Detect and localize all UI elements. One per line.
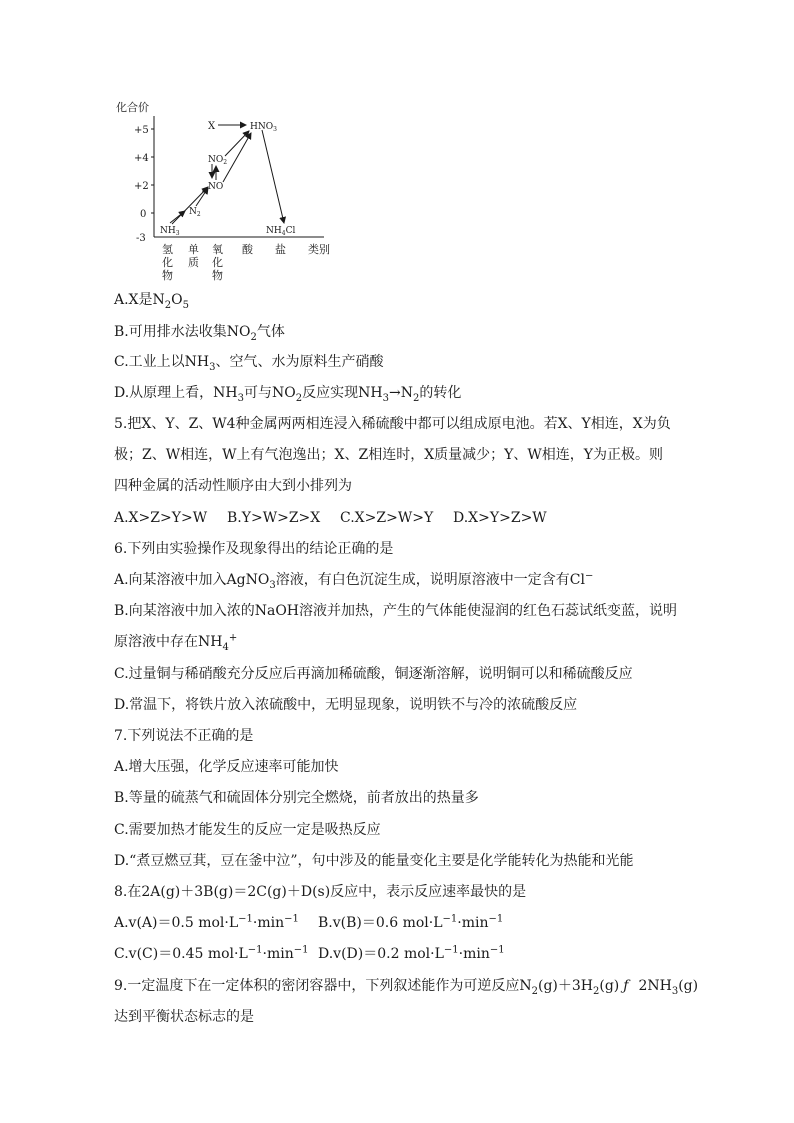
q7-stem: 7.下列说法不正确的是 bbox=[114, 728, 254, 744]
q5-option-a: A.X>Z>Y>W bbox=[114, 510, 208, 526]
category-label: 氢 bbox=[162, 243, 173, 256]
y-axis-label: 化合价 bbox=[116, 101, 149, 114]
y-tick-label: 0 bbox=[140, 209, 147, 220]
q9-stem-line: 9.一定温度下在一定体积的密闭容器中，下列叙述能作为可逆反应$N_2(g)+3H_2(g)$ ƒ $2NH_3(g)$ bbox=[114, 978, 699, 997]
q6-stem: 6.下列由实验操作及现象得出的结论正确的是 bbox=[114, 541, 394, 557]
species-nh3: $NH_3$ bbox=[160, 226, 180, 237]
q6-option-c: C.过量铜与稀硝酸充分反应后再滴加稀硫酸，铜逐渐溶解，说明铜可以和稀硫酸反应 bbox=[114, 666, 633, 682]
species-n2: $N_2$ bbox=[189, 207, 201, 218]
category-label: 盐 bbox=[275, 243, 286, 256]
category-label: 物 bbox=[212, 269, 223, 281]
y-tick-label: -3 bbox=[136, 233, 146, 244]
species-x: X bbox=[208, 121, 216, 132]
q7-option-a: A.增大压强，化学反应速率可能加快 bbox=[114, 759, 339, 775]
q6-option-a: A.向某溶液中加入AgNO$_3$溶液，有白色沉淀生成，说明原溶液中一定含有Cl− bbox=[114, 570, 594, 591]
q4-option-d: D.从原理上看，$NH_3$可与$NO_2$反应实现$NH_3\to N_2$的转化 bbox=[114, 385, 462, 404]
category-label: 化 bbox=[162, 256, 173, 269]
arrow-hno3-to-nh4cl bbox=[262, 130, 284, 223]
species-no2: $NO_2$ bbox=[208, 155, 228, 166]
q7-option-b: B.等量的硫蒸气和硫固体分别完全燃烧，前者放出的热量多 bbox=[114, 790, 479, 806]
q7-option-d: D.“煮豆燃豆萁，豆在釜中泣”，句中涉及的能量变化主要是化学能转化为热能和光能 bbox=[114, 853, 634, 869]
q5-option-c: C.X>Z>W>Y bbox=[340, 510, 434, 526]
q4-option-a: A.X是$N_2O_5$ bbox=[114, 292, 190, 311]
x-axis-label: 类别 bbox=[308, 243, 330, 256]
q5-stem-line: 极；Z、W相连，W上有气泡逸出；X、Z相连时，X质量减少；Y、W相连，Y为正极。则 bbox=[114, 447, 664, 463]
q8-option-c: C.v(C)＝0.45 $mol\cdot L^{-1}\cdot\min^{-1}$ bbox=[114, 944, 309, 962]
q8-stem: 8.在2A(g)＋3B(g)＝2C(g)＋D(s)反应中，表示反应速率最快的是 bbox=[114, 884, 527, 900]
nitrogen-valence-diagram bbox=[112, 96, 342, 281]
category-label: 氧 bbox=[212, 243, 223, 256]
y-tick-label: +2 bbox=[134, 181, 149, 192]
species-nh4cl: $NH_4Cl$ bbox=[266, 226, 296, 237]
species-no: NO bbox=[208, 182, 224, 192]
y-tick-label: +4 bbox=[134, 153, 149, 164]
q5-stem-line: 四种金属的活动性顺序由大到小排列为 bbox=[114, 478, 352, 494]
q4-option-c: C.工业上以$NH_3$、空气、水为原料生产硝酸 bbox=[114, 354, 384, 373]
q5-option-b: B.Y>W>Z>X bbox=[227, 510, 321, 526]
y-tick-label: +5 bbox=[134, 125, 149, 136]
category-label: 物 bbox=[162, 269, 173, 281]
arrow-nh3-to-no bbox=[172, 187, 208, 224]
q5-stem-line: 5.把X、Y、Z、W4种金属两两相连浸入稀硫酸中都可以组成原电池。若X、Y相连，X为负 bbox=[114, 416, 671, 432]
q7-option-c: C.需要加热才能发生的反应一定是吸热反应 bbox=[114, 822, 381, 838]
q8-option-d: D.v(D)＝0.2 $mol\cdot L^{-1}\cdot\min^{-1}$ bbox=[318, 944, 505, 962]
category-label: 单 bbox=[188, 243, 199, 256]
q6-option-d: D.常温下，将铁片放入浓硫酸中，无明显现象，说明铁不与冷的浓硫酸反应 bbox=[114, 697, 578, 713]
species-hno3: $HNO_3$ bbox=[250, 122, 277, 133]
arrow-no-to-hno3 bbox=[223, 133, 251, 182]
q9-stem-line: 达到平衡状态标志的是 bbox=[114, 1009, 254, 1025]
q8-option-a: A.v(A)＝0.5 $mol\cdot L^{-1}\cdot\min^{-1}$ bbox=[114, 913, 299, 931]
category-label: 酸 bbox=[242, 243, 253, 256]
q6-option-b-continued: 原溶液中存在$NH_4^+$ bbox=[114, 632, 238, 653]
q4-option-b: B.可用排水法收集$NO_2$气体 bbox=[114, 324, 285, 343]
q5-option-d: D.X>Y>Z>W bbox=[453, 510, 547, 526]
category-label: 质 bbox=[188, 256, 199, 269]
q8-option-b: B.v(B)＝0.6 $mol\cdot L^{-1}\cdot\min^{-1}$ bbox=[318, 913, 504, 931]
q6-option-b: B.向某溶液中加入浓的NaOH溶液并加热，产生的气体能使湿润的红色石蕊试纸变蓝，说明 bbox=[114, 603, 678, 619]
category-label: 化 bbox=[212, 256, 223, 269]
